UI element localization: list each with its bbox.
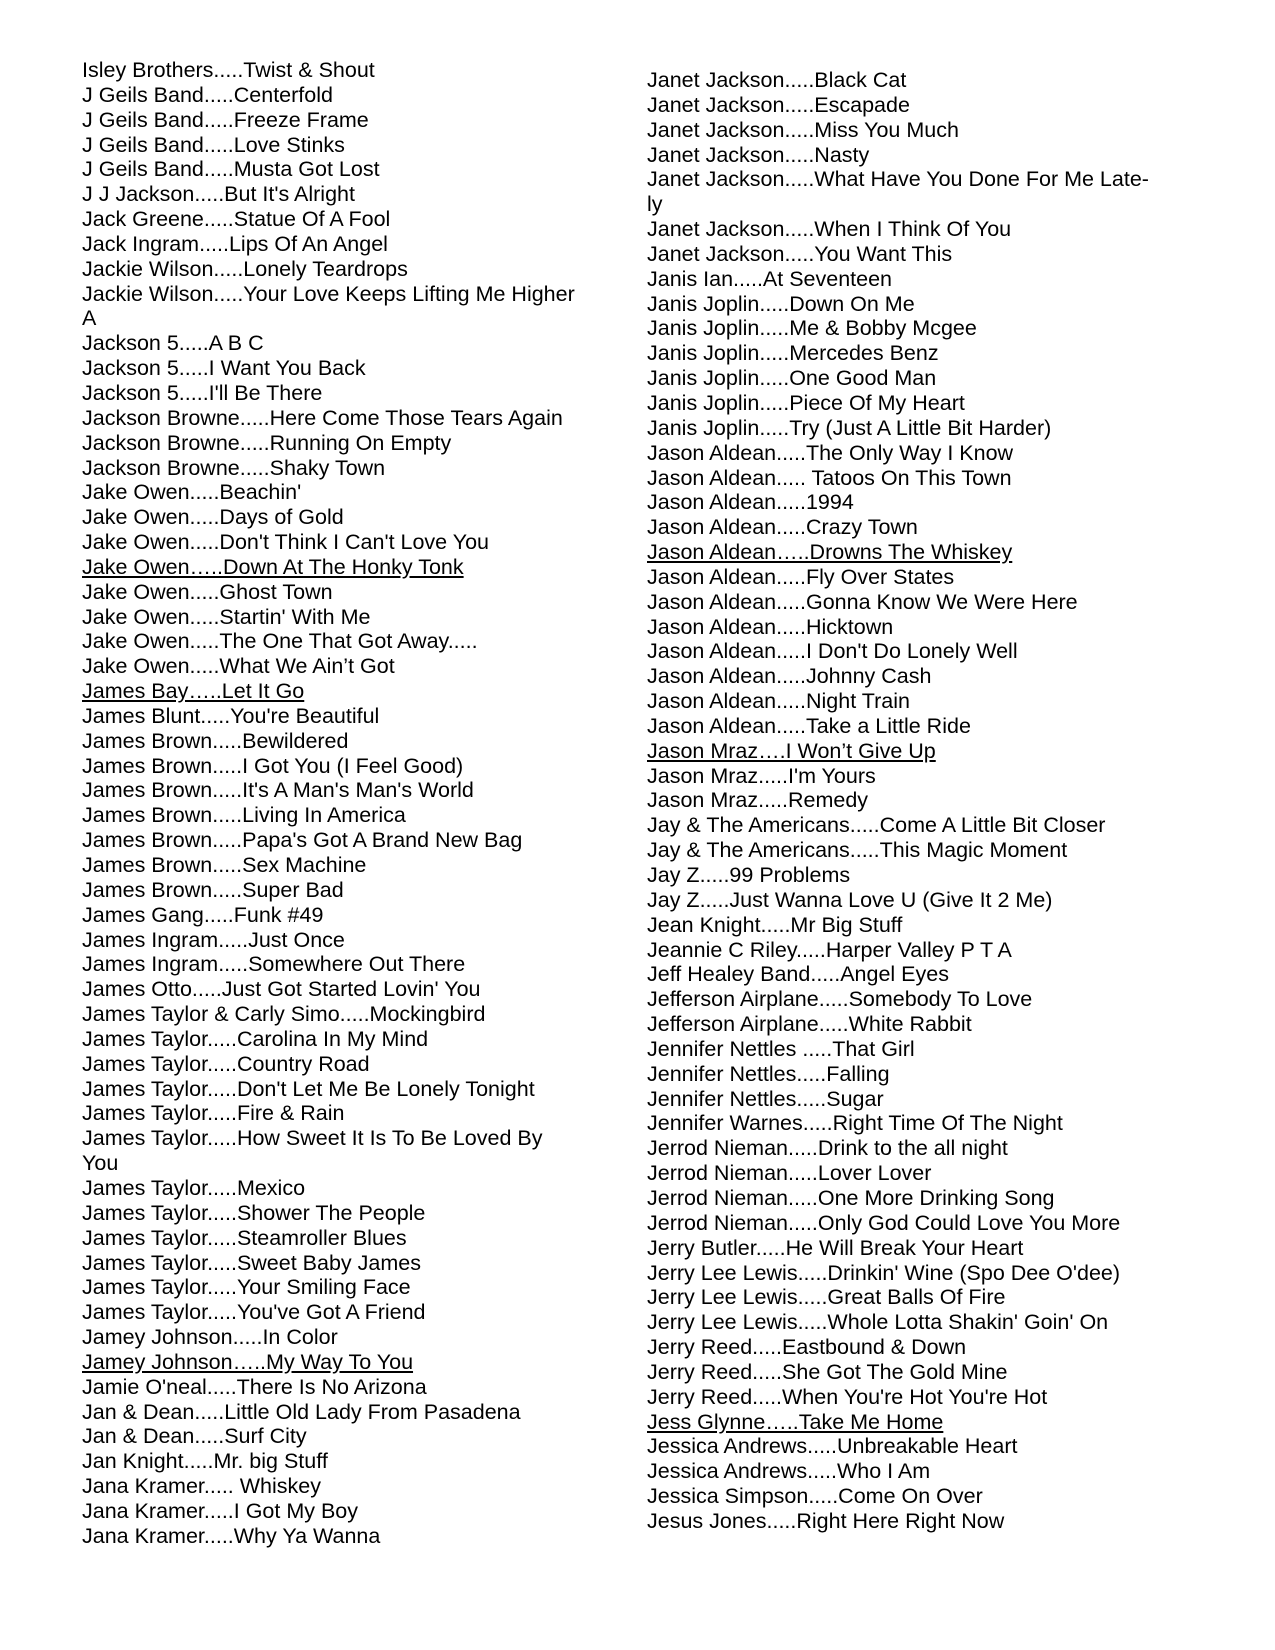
right-column <box>647 0 1207 1534</box>
song-entry: Janet Jackson.....Black Cat <box>647 68 907 92</box>
song-entry: James Otto.....Just Got Started Lovin' You <box>82 977 481 1002</box>
song-entry: Jerry Reed.....She Got The Gold Mine <box>647 1359 1008 1384</box>
song-entry: James Brown.....I Got You (I Feel Good) <box>82 753 464 778</box>
song-entry: Jay & The Americans.....This Magic Moment <box>647 838 1068 863</box>
song-entry: Jerrod Nieman.....Only God Could Love You More <box>647 1210 1121 1235</box>
song-entry: James Brown.....Sex Machine <box>82 853 367 877</box>
song-entry: James Taylor.....Fire & Rain <box>82 1101 345 1126</box>
song-entry: Jeannie C Riley.....Harper Valley P T A <box>647 937 1012 962</box>
song-entry: Jackson Browne.....Here Come Those Tears Again <box>82 405 563 430</box>
song-entry: Jennifer Nettles .....That Girl <box>647 1036 915 1061</box>
song-entry: Jessica Andrews.....Unbreakable Heart <box>647 1434 1018 1459</box>
song-entry: Jackson 5.....I Want You Back <box>82 356 366 381</box>
song-entry: James Taylor.....Your Smiling Face <box>82 1275 411 1300</box>
song-entry: J J Jackson.....But It's Alright <box>82 182 355 207</box>
song-entry: Jack Greene.....Statue Of A Fool <box>82 207 391 232</box>
song-entry: J Geils Band.....Centerfold <box>82 82 333 107</box>
song-entry: Janis Joplin.....One Good Man <box>647 366 937 391</box>
song-entry: Jan & Dean.....Little Old Lady From Pasadena <box>82 1399 521 1424</box>
song-entry: Jackson Browne.....Shaky Town <box>82 455 386 480</box>
song-entry: Jake Owen…..Down At The Honky Tonk <box>82 554 464 579</box>
song-entry: Janet Jackson.....Miss You Much <box>647 117 959 142</box>
song-entry: Jake Owen.....Don't Think I Can't Love You <box>82 530 489 555</box>
song-entry: Jay & The Americans.....Come A Little Bit Closer <box>647 813 1106 838</box>
song-entry: Jefferson Airplane.....White Rabbit <box>647 1012 972 1037</box>
song-entry: Jerrod Nieman.....Drink to the all night <box>647 1136 1008 1161</box>
song-entry: Janis Joplin.....Me & Bobby Mcgee <box>647 316 977 341</box>
song-entry: Jake Owen.....Days of Gold <box>82 505 344 530</box>
song-entry: Jana Kramer.....I Got My Boy <box>82 1498 359 1523</box>
song-entry: Isley Brothers.....Twist & Shout <box>82 58 375 82</box>
song-entry: Jason Aldean…..Drowns The Whiskey <box>647 540 1013 565</box>
song-entry: James Taylor.....Country Road <box>82 1051 370 1076</box>
song-entry: Jean Knight.....Mr Big Stuff <box>647 912 903 937</box>
song-entry: Jake Owen.....The One That Got Away..... <box>82 629 478 654</box>
song-entry: Jesus Jones.....Right Here Right Now <box>647 1508 1005 1533</box>
song-entry: Jackson 5.....A B C <box>82 331 264 356</box>
song-entry: Jason Mraz.....I'm Yours <box>647 763 876 788</box>
song-entry: Janet Jackson.....Nasty <box>647 142 870 167</box>
song-entry: Jess Glynne…..Take Me Home <box>647 1409 944 1434</box>
song-entry: Jake Owen.....Ghost Town <box>82 579 333 604</box>
song-entry: Jason Aldean.....The Only Way I Know <box>647 440 1014 465</box>
song-entry: James Brown.....Living In America <box>82 803 406 828</box>
song-entry: Jennifer Nettles.....Sugar <box>647 1086 884 1111</box>
song-entry: Jessica Andrews.....Who I Am <box>647 1459 931 1484</box>
song-entry: Jerry Lee Lewis.....Great Balls Of Fire <box>647 1285 1006 1310</box>
song-entry: James Taylor.....You've Got A Friend <box>82 1300 426 1325</box>
song-entry: James Taylor.....Sweet Baby James <box>82 1250 421 1275</box>
song-entry: James Brown.....Papa's Got A Brand New Bag <box>82 828 523 853</box>
song-entry: James Brown.....It's A Man's Man's World <box>82 778 474 803</box>
song-entry: Jason Mraz….I Won’t Give Up <box>647 738 936 763</box>
song-entry: Jason Aldean.....Gonna Know We Were Here <box>647 589 1078 614</box>
song-entry: Janet Jackson.....You Want This <box>647 241 953 266</box>
song-entry: Janis Ian.....At Seventeen <box>647 266 893 291</box>
song-entry: Jason Mraz.....Remedy <box>647 788 869 813</box>
song-entry: Jennifer Warnes.....Right Time Of The Night <box>647 1111 1063 1136</box>
song-entry: ly <box>647 192 663 217</box>
song-entry: Jack Ingram.....Lips Of An Angel <box>82 231 388 256</box>
song-entry: Jamie O'neal.....There Is No Arizona <box>82 1374 427 1399</box>
song-entry: J Geils Band.....Musta Got Lost <box>82 157 380 182</box>
song-entry: You <box>82 1151 119 1176</box>
left-column <box>82 0 602 1549</box>
song-entry: James Blunt.....You're Beautiful <box>82 703 380 728</box>
song-entry: Jason Aldean..... Tatoos On This Town <box>647 465 1012 490</box>
song-entry: Janet Jackson.....Escapade <box>647 92 910 117</box>
song-entry: Jason Aldean.....Take a Little Ride <box>647 713 971 738</box>
song-entry: Jackie Wilson.....Lonely Teardrops <box>82 256 408 281</box>
song-entry: Jason Aldean.....Johnny Cash <box>647 664 932 689</box>
song-entry: James Ingram.....Just Once <box>82 927 345 952</box>
song-entry: James Taylor.....Shower The People <box>82 1200 426 1225</box>
song-entry: Jason Aldean.....I Don't Do Lonely Well <box>647 639 1018 664</box>
song-entry: James Brown.....Bewildered <box>82 728 349 753</box>
song-entry: James Taylor.....Steamroller Blues <box>82 1225 407 1250</box>
song-entry: Jason Aldean.....1994 <box>647 490 854 515</box>
song-entry: Jerrod Nieman.....One More Drinking Song <box>647 1185 1055 1210</box>
song-entry: A <box>82 306 97 331</box>
song-entry: James Taylor.....Carolina In My Mind <box>82 1026 429 1051</box>
song-entry: James Gang.....Funk #49 <box>82 902 324 927</box>
song-entry: Jerry Reed.....Eastbound & Down <box>647 1335 967 1360</box>
song-entry: Janis Joplin.....Piece Of My Heart <box>647 390 965 415</box>
song-entry: James Brown.....Super Bad <box>82 877 344 902</box>
song-entry: J Geils Band.....Freeze Frame <box>82 107 369 132</box>
song-entry: James Taylor.....How Sweet It Is To Be Loved By <box>82 1126 543 1151</box>
song-entry: Janis Joplin.....Try (Just A Little Bit Harder) <box>647 415 1052 440</box>
song-entry: Jennifer Nettles.....Falling <box>647 1061 890 1086</box>
song-entry: Jackie Wilson.....Your Love Keeps Lifting Me Higher <box>82 281 575 306</box>
song-entry: Jason Aldean.....Hicktown <box>647 614 894 639</box>
song-entry: James Ingram.....Somewhere Out There <box>82 952 466 977</box>
song-entry: Jerry Lee Lewis.....Drinkin' Wine (Spo Dee O'dee) <box>647 1260 1121 1285</box>
song-entry: Jerry Butler.....He Will Break Your Heart <box>647 1235 1024 1260</box>
song-entry: Jessica Simpson.....Come On Over <box>647 1484 983 1509</box>
song-entry: Jefferson Airplane.....Somebody To Love <box>647 987 1033 1012</box>
song-entry: Jamey Johnson…..My Way To You <box>82 1349 414 1374</box>
song-entry: James Taylor.....Mexico <box>82 1175 306 1200</box>
song-entry: Janis Joplin.....Down On Me <box>647 291 915 316</box>
song-entry: Janet Jackson.....What Have You Done For Me Late- <box>647 167 1149 192</box>
song-entry: Jackson Browne.....Running On Empty <box>82 430 452 455</box>
song-entry: Jan Knight.....Mr. big Stuff <box>82 1449 328 1474</box>
song-entry: James Taylor & Carly Simo.....Mockingbird <box>82 1002 486 1027</box>
song-entry: Jackson 5.....I'll Be There <box>82 380 323 405</box>
song-entry: Jana Kramer.....Why Ya Wanna <box>82 1523 381 1548</box>
song-entry: Jason Aldean.....Fly Over States <box>647 564 955 589</box>
song-entry: Jamey Johnson.....In Color <box>82 1325 338 1350</box>
song-entry: Jason Aldean.....Night Train <box>647 689 910 714</box>
song-entry: Jerry Reed.....When You're Hot You're Hot <box>647 1384 1048 1409</box>
song-entry: Janis Joplin.....Mercedes Benz <box>647 341 939 366</box>
song-entry: Jay Z.....Just Wanna Love U (Give It 2 Me) <box>647 887 1053 912</box>
song-entry: Jerrod Nieman.....Lover Lover <box>647 1161 932 1186</box>
song-entry: Janet Jackson.....When I Think Of You <box>647 217 1012 242</box>
song-entry: Jay Z.....99 Problems <box>647 863 851 887</box>
song-entry: Jerry Lee Lewis.....Whole Lotta Shakin' Goin' On <box>647 1310 1109 1335</box>
song-entry: Jason Aldean.....Crazy Town <box>647 515 918 540</box>
song-entry: Jake Owen.....Beachin' <box>82 480 302 505</box>
song-entry: Jeff Healey Band.....Angel Eyes <box>647 962 949 987</box>
song-entry: Jan & Dean.....Surf City <box>82 1424 307 1449</box>
song-entry: Jake Owen.....Startin' With Me <box>82 604 371 629</box>
song-entry: James Taylor.....Don't Let Me Be Lonely Tonight <box>82 1076 535 1101</box>
song-entry: Jake Owen.....What We Ain’t Got <box>82 654 395 679</box>
song-entry: J Geils Band.....Love Stinks <box>82 132 345 157</box>
song-entry: James Bay…..Let It Go <box>82 679 305 704</box>
song-entry: Jana Kramer..... Whiskey <box>82 1474 321 1499</box>
